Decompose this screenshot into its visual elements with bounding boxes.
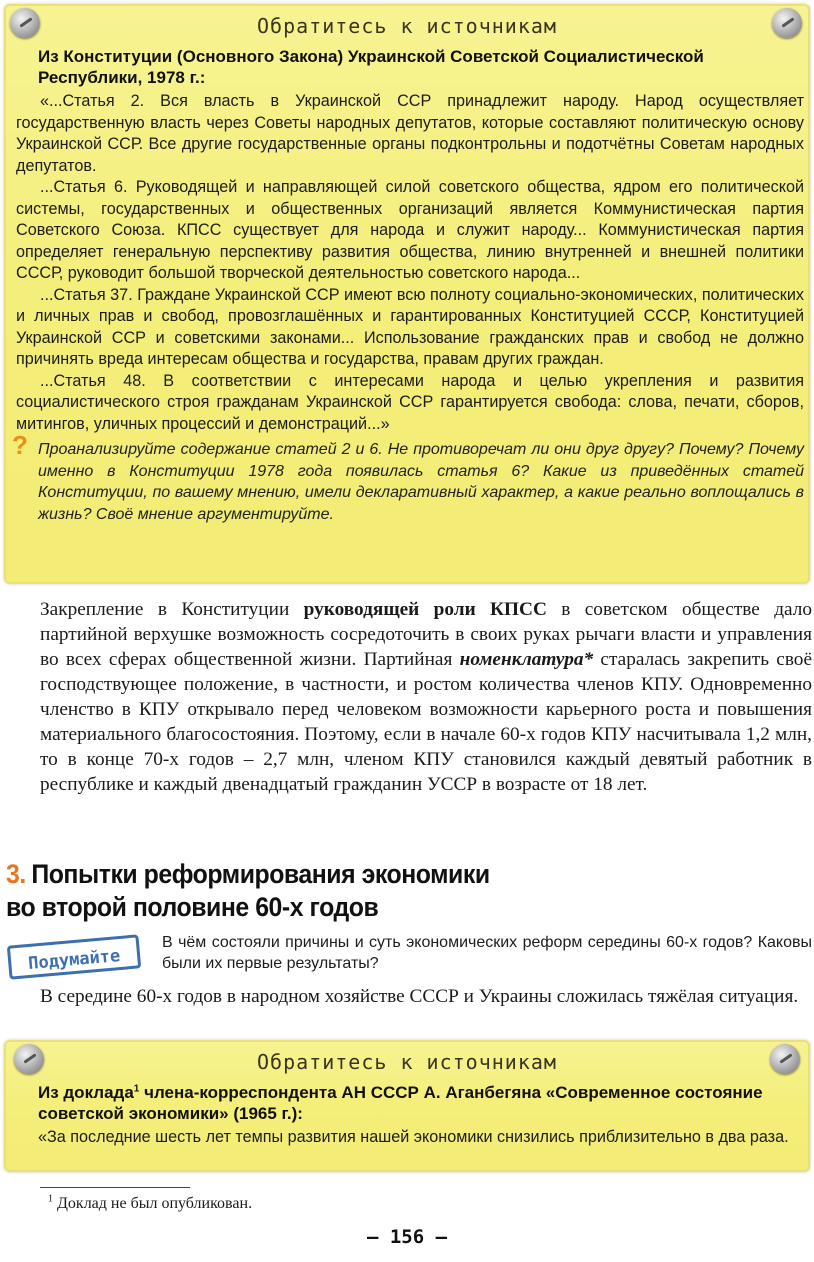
footnote-marker: 1 [48,1193,53,1205]
pushpin-icon [14,1044,44,1074]
text-span: члена-корреспондента АН СССР А. Аганбегяна «Современное состояние советской экономики» (1965 г.): [38,1083,763,1123]
bold-term: руководящей роли КПСС [303,599,547,620]
article-48: ...Статья 48. В соответствии с интересами народа и целью укрепления и развития социалистического строя гражданам Украинской ССР гарантируется свобода: слова, печати, сборов, митингов, уличных процессий и демонстраций...» [16,371,804,433]
source-title [38,1082,798,1124]
text-span: в советском обществе дало партийной верхушке возможность сосредоточить в своих руках рычаги власти и управления во всех сферах общественной жизни. Партийная [40,599,812,670]
footnote [48,1195,252,1213]
question-mark-icon: ? [12,430,28,460]
article-37: ...Статья 37. Граждане Украинской ССР имеют всю полноту социально-экономических, политических и личных прав и свобод, провозглашённых и гарантированных Конституцией СССР, Конституцией Украинской ССР и советскими законами... Использование гражданских прав и свобод не должно причинять вреда интересам общества и государства, правам других граждан. [16,285,804,368]
source-quote [38,1127,804,1149]
main-paragraph-1 [40,597,812,797]
source-box-constitution [4,4,810,584]
footnote-divider [40,1187,190,1188]
source-box-header: Обратитесь к источникам [257,1050,557,1074]
article-6: ...Статья 6. Руководящей и направляющей силой советского общества, ядром его политической системы, государственных и общественных организаций является Коммунистическая партия Советского Союза. КПСС существует для народа и служит народу... Коммунистическая партия определяет генеральную перспективу развития общества, линию внутренней и внешней политики СССР, руководит большой творческой деятельностью советского народа... [16,178,804,282]
text-span: Из доклада [38,1083,134,1102]
question-text: Проанализируйте содержание статей 2 и 6. Не противоречат ли они друг другу? Почему? Почему именно в Конституции 1978 года появилась статья 6? Какие из приведённых статей Конституции, по вашему мнению, имели декларативный характер, а какие реально воплощались в жизнь? Своё мнение аргументируйте. [38,441,804,523]
source-box-header: Обратитесь к источникам [257,14,557,38]
article-2: «...Статья 2. Вся власть в Украинской ССР принадлежит народу. Народ осуществляет государственную власть через Советы народных депутатов, которые составляют политическую основу Украинской ССР. Все другие государственные органы подконтрольны и подотчётны Советам народных депутатов. [16,92,804,175]
section-number: 3. [6,859,26,889]
pushpin-icon [772,8,802,38]
section-title-line2: во второй половине 60-х годов [6,892,379,922]
main-paragraph-2 [40,984,812,1009]
pushpin-icon [10,8,40,38]
pushpin-icon [770,1044,800,1074]
think-stamp: Подумайте [7,934,141,979]
footnote-text: Доклад не был опубликован. [53,1195,253,1212]
question-block [12,430,804,525]
source-title: Из Конституции (Основного Закона) Украинской Советской Социалистической Республики, 1978 г.: [38,47,704,87]
page-number: — 156 — [366,1226,448,1248]
think-question: В чём состояли причины и суть экономических реформ середины 60-х годов? Каковы были их первые результаты? [162,934,812,972]
glossary-term: номенклатура* [459,649,594,670]
text-span: старалась закрепить своё господствующее положение, в частности, и ростом количества членов КПУ. Одновременно членство в КПУ открывало перед человеком возможности карьерного роста и повышения материального благосостояния. Поэтому, если в начале 60-х годов КПУ насчитывала 1,2 млн, то в конце 70-х годов – 2,7 млн, членом КПУ становился каждый девятый работник в республике и каждый двенадцатый гражданин УССР в возрасте от 18 лет. [40,649,812,795]
section-title-line1: Попытки реформирования экономики [31,859,490,889]
quote-text: «За последние шесть лет темпы развития нашей экономики снизились приблизительно в два раза. [38,1128,789,1146]
text-span: Закрепление в Конституции [40,599,304,620]
source-box-aganbegyan [4,1040,810,1172]
source-quote [16,91,804,435]
paragraph-text: В середине 60-х годов в народном хозяйстве СССР и Украины сложилась тяжёлая ситуация. [40,986,799,1007]
footnote-ref[interactable]: 1 [133,1083,140,1095]
section-heading [6,858,576,924]
